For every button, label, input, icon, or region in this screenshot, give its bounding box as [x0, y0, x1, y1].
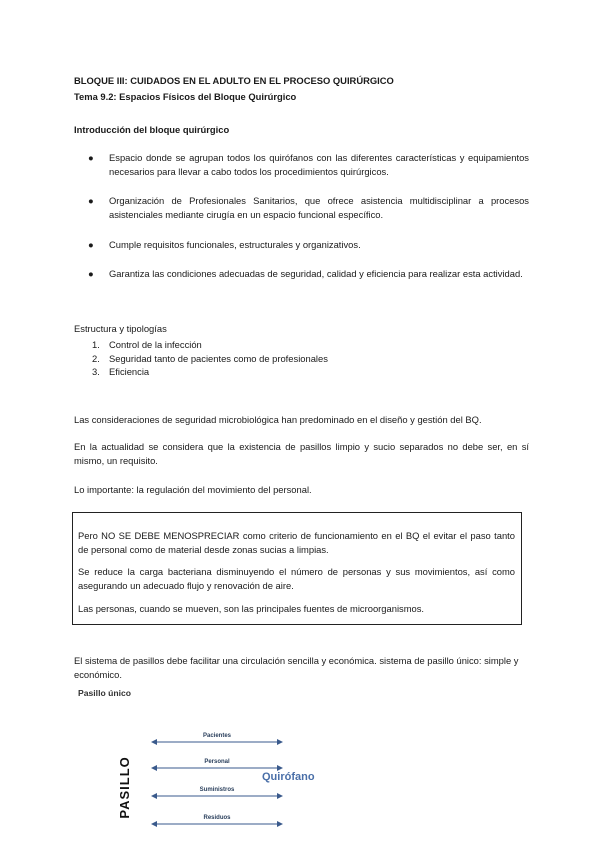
list-item: [74, 194, 529, 221]
paragraph: Lo importante: la regulación del movimiento del personal.: [74, 484, 312, 495]
list-item-text: Espacio donde se agrupan todos los quirófanos con las diferentes características y equipamientos necesarios para llevar a cabo todos los procedimientos quirúrgicos.: [109, 152, 529, 177]
estructura-numbered-list: [92, 338, 512, 379]
box-paragraph: Pero NO SE DEBE MENOSPRECIAR como criterio de funcionamiento en el BQ el evitar el paso tanto de personal como de material desde zonas sucias a limpias.: [78, 530, 515, 555]
list-number: 1.: [92, 339, 100, 350]
list-number: 2.: [92, 352, 100, 364]
list-item: [92, 338, 512, 352]
list-item: [74, 238, 529, 252]
intro-bullet-list: [74, 151, 529, 297]
flow-label: Residuos: [203, 815, 231, 821]
document-subtitle: Tema 9.2: Espacios Físicos del Bloque Quirúrgico: [74, 91, 297, 102]
pasillo-label: PASILLO: [116, 756, 132, 819]
paragraph: El sistema de pasillos debe facilitar una circulación sencilla y económica. sistema de pasillo único: simple y económico.: [74, 655, 519, 680]
section-heading-intro: Introducción del bloque quirúrgico: [74, 124, 230, 135]
flow-label: Personal: [204, 759, 230, 765]
list-item-text: Control de la infección: [109, 339, 202, 350]
list-item: [92, 365, 512, 379]
figure-caption: Pasillo único: [78, 688, 132, 698]
paragraph: Las consideraciones de seguridad microbiológica han predominado en el diseño y gestión del BQ.: [74, 414, 482, 425]
box-paragraph: Las personas, cuando se mueven, son las principales fuentes de microorganismos.: [78, 602, 425, 614]
list-item-text: Organización de Profesionales Sanitarios, que ofrece asistencia multidisciplinar a procesos asistenciales mediante cirugía en un espacio funcional específico.: [109, 195, 529, 220]
highlight-box: [72, 512, 522, 625]
bullet-icon: ●: [88, 152, 94, 163]
quirofano-label: Quirófano: [262, 771, 315, 783]
document-title: BLOQUE III: CUIDADOS EN EL ADULTO EN EL PROCESO QUIRÚRGICO: [74, 75, 394, 86]
bullet-icon: ●: [88, 268, 94, 280]
list-item-text: Eficiencia: [109, 366, 150, 378]
list-number: 3.: [92, 366, 100, 378]
pasillo-diagram: [100, 720, 360, 848]
flow-label: Suministros: [199, 787, 235, 793]
list-item-text: Cumple requisitos funcionales, estructurales y organizativos.: [109, 238, 361, 250]
list-item-text: Garantiza las condiciones adecuadas de seguridad, calidad y eficiencia para realizar esta actividad.: [109, 268, 523, 280]
list-item: [74, 267, 529, 281]
list-item-text: Seguridad tanto de pacientes como de profesionales: [109, 352, 328, 364]
bullet-icon: ●: [88, 195, 94, 207]
bullet-icon: ●: [88, 238, 94, 250]
list-item: [92, 352, 512, 366]
paragraph: En la actualidad se considera que la existencia de pasillos limpio y sucio separados no debe ser, en sí mismo, un requisito.: [74, 441, 529, 466]
section-heading-estructura: Estructura y tipologías: [74, 323, 167, 334]
box-paragraph: Se reduce la carga bacteriana disminuyendo el número de personas y sus movimientos, así como asegurando un adecuado flujo y renovación de aire.: [78, 566, 515, 591]
list-item: [74, 151, 529, 178]
flow-label: Pacientes: [202, 733, 232, 739]
